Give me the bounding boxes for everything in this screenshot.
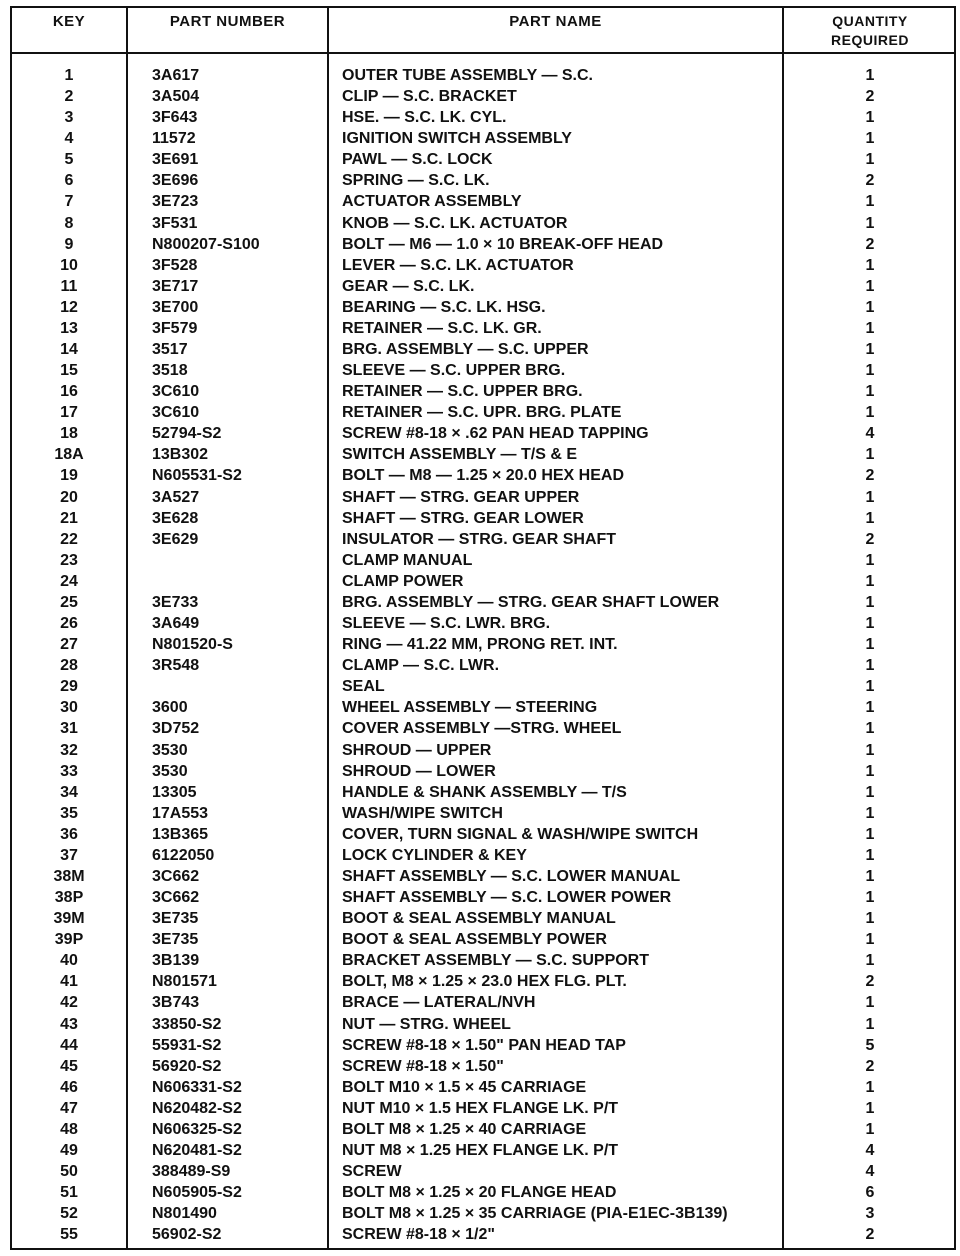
row-quantity: 1 xyxy=(865,151,875,169)
table-row xyxy=(12,1035,954,1056)
table-row xyxy=(12,107,954,128)
row-part-name: ACTUATOR ASSEMBLY xyxy=(342,193,522,211)
row-part-name: SLEEVE — S.C. UPPER BRG. xyxy=(342,362,566,380)
row-quantity: 1 xyxy=(865,846,875,864)
row-part-name: BOLT M8 × 1.25 × 40 CARRIAGE xyxy=(342,1120,587,1138)
row-key: 52 xyxy=(60,1205,78,1223)
table-row xyxy=(12,782,954,803)
header-part-name-label: PART NAME xyxy=(509,13,602,30)
row-quantity: 1 xyxy=(865,867,875,885)
row-key: 3 xyxy=(64,109,74,127)
row-quantity: 1 xyxy=(865,572,875,590)
row-part-name: BOLT M8 × 1.25 × 35 CARRIAGE (PIA-E1EC-3B139) xyxy=(342,1205,728,1223)
row-quantity: 2 xyxy=(865,172,875,190)
table-row xyxy=(12,234,954,255)
row-key: 32 xyxy=(60,741,78,759)
table-row xyxy=(12,1077,954,1098)
row-key: 27 xyxy=(60,636,78,654)
row-part-number: 3518 xyxy=(152,362,188,380)
row-key: 4 xyxy=(64,130,74,148)
row-quantity: 1 xyxy=(865,256,875,274)
row-quantity: 1 xyxy=(865,636,875,654)
row-part-name: NUT M10 × 1.5 HEX FLANGE LK. P/T xyxy=(342,1099,619,1117)
row-key: 28 xyxy=(60,657,78,675)
row-key: 18A xyxy=(54,446,84,464)
row-key: 47 xyxy=(60,1099,78,1117)
row-quantity: 1 xyxy=(865,720,875,738)
header-part-number xyxy=(128,8,327,54)
row-key: 9 xyxy=(64,235,74,253)
row-key: 30 xyxy=(60,699,78,717)
row-quantity: 2 xyxy=(865,1226,875,1244)
row-quantity: 1 xyxy=(865,825,875,843)
row-part-number: N801490 xyxy=(152,1205,217,1223)
row-part-name: IGNITION SWITCH ASSEMBLY xyxy=(342,130,572,148)
row-quantity: 2 xyxy=(865,235,875,253)
row-key: 26 xyxy=(60,615,78,633)
row-part-number: N620481-S2 xyxy=(152,1141,242,1159)
row-quantity: 1 xyxy=(865,319,875,337)
row-part-number: N605905-S2 xyxy=(152,1184,242,1202)
row-key: 15 xyxy=(60,362,78,380)
row-part-number: 55931-S2 xyxy=(152,1036,222,1054)
row-quantity: 4 xyxy=(865,1141,875,1159)
row-part-name: GEAR — S.C. LK. xyxy=(342,277,475,295)
row-quantity: 2 xyxy=(865,530,875,548)
table-row xyxy=(12,929,954,950)
table-row xyxy=(12,297,954,318)
row-part-number: 6122050 xyxy=(152,846,215,864)
row-key: 38P xyxy=(54,889,84,907)
row-key: 40 xyxy=(60,952,78,970)
row-part-name: BOLT M10 × 1.5 × 45 CARRIAGE xyxy=(342,1078,587,1096)
table-row xyxy=(12,571,954,592)
row-part-name: KNOB — S.C. LK. ACTUATOR xyxy=(342,214,568,232)
row-quantity: 1 xyxy=(865,593,875,611)
table-row xyxy=(12,170,954,191)
row-key: 36 xyxy=(60,825,78,843)
row-key: 42 xyxy=(60,994,78,1012)
row-part-name: HSE. — S.C. LK. CYL. xyxy=(342,109,507,127)
table-row xyxy=(12,276,954,297)
table-row xyxy=(12,381,954,402)
table-row xyxy=(12,1056,954,1077)
row-quantity: 1 xyxy=(865,341,875,359)
header-part-name xyxy=(329,8,782,54)
table-row xyxy=(12,697,954,718)
row-quantity: 1 xyxy=(865,994,875,1012)
row-part-number: 3E696 xyxy=(152,172,199,190)
row-quantity: 1 xyxy=(865,1015,875,1033)
row-quantity: 3 xyxy=(865,1205,875,1223)
row-quantity: 4 xyxy=(865,425,875,443)
row-part-name: NUT M8 × 1.25 HEX FLANGE LK. P/T xyxy=(342,1141,619,1159)
row-quantity: 2 xyxy=(865,467,875,485)
table-row xyxy=(12,1161,954,1182)
row-key: 48 xyxy=(60,1120,78,1138)
table-row xyxy=(12,592,954,613)
row-part-number: 13305 xyxy=(152,783,197,801)
row-part-number: 3C610 xyxy=(152,383,200,401)
row-part-name: COVER, TURN SIGNAL & WASH/WIPE SWITCH xyxy=(342,825,699,843)
row-quantity: 1 xyxy=(865,193,875,211)
row-part-number: 3A649 xyxy=(152,615,200,633)
row-part-name: SPRING — S.C. LK. xyxy=(342,172,490,190)
row-quantity: 1 xyxy=(865,509,875,527)
row-key: 24 xyxy=(60,572,78,590)
table-row xyxy=(12,360,954,381)
table-row xyxy=(12,550,954,571)
row-key: 44 xyxy=(60,1036,78,1054)
row-part-number: N605531-S2 xyxy=(152,467,242,485)
table-row xyxy=(12,992,954,1013)
row-part-name: BRACE — LATERAL/NVH xyxy=(342,994,536,1012)
row-quantity: 1 xyxy=(865,277,875,295)
table-row xyxy=(12,1119,954,1140)
row-part-number: 52794-S2 xyxy=(152,425,222,443)
row-key: 8 xyxy=(64,214,74,232)
table-row xyxy=(12,149,954,170)
row-key: 33 xyxy=(60,762,78,780)
row-part-name: BRACKET ASSEMBLY — S.C. SUPPORT xyxy=(342,952,650,970)
row-part-number: 3B743 xyxy=(152,994,200,1012)
row-part-number: 3E691 xyxy=(152,151,199,169)
row-key: 38M xyxy=(53,867,85,885)
row-part-number: 3C662 xyxy=(152,889,200,907)
row-part-name: COVER ASSEMBLY —STRG. WHEEL xyxy=(342,720,622,738)
row-part-name: BRG. ASSEMBLY — S.C. UPPER xyxy=(342,341,589,359)
row-part-name: SCREW #8-18 × .62 PAN HEAD TAPPING xyxy=(342,425,649,443)
row-part-name: BRG. ASSEMBLY — STRG. GEAR SHAFT LOWER xyxy=(342,593,720,611)
row-part-number: 388489-S9 xyxy=(152,1163,231,1181)
row-quantity: 1 xyxy=(865,1120,875,1138)
table-row xyxy=(12,908,954,929)
row-key: 13 xyxy=(60,319,78,337)
row-part-number: 3A527 xyxy=(152,488,200,506)
row-key: 6 xyxy=(64,172,74,190)
header-key xyxy=(12,8,126,54)
row-part-number: 3C662 xyxy=(152,867,200,885)
row-key: 39M xyxy=(53,910,85,928)
row-key: 1 xyxy=(64,67,74,84)
row-part-name: NUT — STRG. WHEEL xyxy=(342,1015,511,1033)
row-part-name: SHAFT ASSEMBLY — S.C. LOWER POWER xyxy=(342,889,672,907)
table-row xyxy=(12,423,954,444)
row-quantity: 1 xyxy=(865,657,875,675)
row-part-name: SCREW #8-18 × 1.50" PAN HEAD TAP xyxy=(342,1036,626,1054)
table-row xyxy=(12,613,954,634)
row-key: 49 xyxy=(60,1141,78,1159)
table-row xyxy=(12,444,954,465)
table-row xyxy=(12,191,954,212)
parts-table xyxy=(10,6,956,1250)
row-part-number: 56920-S2 xyxy=(152,1057,222,1075)
row-part-number: 56902-S2 xyxy=(152,1226,222,1244)
row-part-name: HANDLE & SHANK ASSEMBLY — T/S xyxy=(342,783,627,801)
row-part-number: 3R548 xyxy=(152,657,200,675)
header-quantity-line1: QUANTITY xyxy=(832,13,908,29)
row-part-number: 3C610 xyxy=(152,404,200,422)
row-key: 5 xyxy=(64,151,74,169)
row-quantity: 2 xyxy=(865,973,875,991)
row-part-name: BOLT, M8 × 1.25 × 23.0 HEX FLG. PLT. xyxy=(342,973,627,991)
table-row xyxy=(12,1182,954,1203)
row-part-name: SHAFT — STRG. GEAR UPPER xyxy=(342,488,580,506)
row-part-name: INSULATOR — STRG. GEAR SHAFT xyxy=(342,530,617,548)
table-row xyxy=(12,803,954,824)
row-part-name: SWITCH ASSEMBLY — T/S & E xyxy=(342,446,577,464)
row-quantity: 1 xyxy=(865,446,875,464)
table-body xyxy=(12,65,954,1245)
row-key: 39P xyxy=(54,931,84,949)
row-quantity: 1 xyxy=(865,383,875,401)
row-quantity: 4 xyxy=(865,1163,875,1181)
row-part-name: WHEEL ASSEMBLY — STEERING xyxy=(342,699,598,717)
row-part-number: 13B302 xyxy=(152,446,209,464)
row-part-name: BOLT M8 × 1.25 × 20 FLANGE HEAD xyxy=(342,1184,617,1202)
row-part-name: PAWL — S.C. LOCK xyxy=(342,151,493,169)
row-quantity: 1 xyxy=(865,488,875,506)
row-quantity: 1 xyxy=(865,741,875,759)
row-part-name: OUTER TUBE ASSEMBLY — S.C. xyxy=(342,67,593,84)
row-quantity: 1 xyxy=(865,551,875,569)
row-key: 50 xyxy=(60,1163,78,1181)
row-quantity: 1 xyxy=(865,109,875,127)
row-part-number: N800207-S100 xyxy=(152,235,260,253)
row-part-name: SHAFT — STRG. GEAR LOWER xyxy=(342,509,584,527)
row-key: 31 xyxy=(60,720,78,738)
table-row xyxy=(12,1224,954,1245)
table-row xyxy=(12,1014,954,1035)
row-quantity: 1 xyxy=(865,699,875,717)
row-part-number: N801520-S xyxy=(152,636,233,654)
row-key: 20 xyxy=(60,488,78,506)
table-row xyxy=(12,971,954,992)
row-part-name: BOLT — M6 — 1.0 × 10 BREAK-OFF HEAD xyxy=(342,235,664,253)
table-row xyxy=(12,487,954,508)
row-part-number: N801571 xyxy=(152,973,217,991)
row-quantity: 1 xyxy=(865,804,875,822)
row-quantity: 1 xyxy=(865,214,875,232)
table-row xyxy=(12,529,954,550)
row-part-name: SCREW #8-18 × 1/2" xyxy=(342,1226,495,1244)
row-key: 2 xyxy=(64,88,74,106)
row-key: 45 xyxy=(60,1057,78,1075)
row-part-number: 3E735 xyxy=(152,910,199,928)
table-row xyxy=(12,845,954,866)
row-key: 11 xyxy=(60,277,78,295)
row-key: 21 xyxy=(60,509,78,527)
row-part-number: 3F528 xyxy=(152,256,198,274)
table-row xyxy=(12,887,954,908)
table-row xyxy=(12,1140,954,1161)
row-key: 16 xyxy=(60,383,78,401)
row-quantity: 1 xyxy=(865,1078,875,1096)
header-key-label: KEY xyxy=(52,13,86,30)
row-part-name: BEARING — S.C. LK. HSG. xyxy=(342,298,546,316)
row-part-name: SHROUD — UPPER xyxy=(342,741,492,759)
row-key: 35 xyxy=(60,804,78,822)
table-row xyxy=(12,740,954,761)
row-quantity: 2 xyxy=(865,1057,875,1075)
row-quantity: 1 xyxy=(865,298,875,316)
row-part-number: N620482-S2 xyxy=(152,1099,242,1117)
row-part-name: SCREW xyxy=(342,1163,402,1181)
row-part-number: 3A504 xyxy=(152,88,200,106)
table-row xyxy=(12,128,954,149)
row-key: 51 xyxy=(60,1184,78,1202)
row-quantity: 5 xyxy=(865,1036,875,1054)
row-key: 23 xyxy=(60,551,78,569)
table-row xyxy=(12,676,954,697)
table-row xyxy=(12,318,954,339)
row-part-name: RETAINER — S.C. UPPER BRG. xyxy=(342,383,583,401)
row-quantity: 1 xyxy=(865,1099,875,1117)
row-quantity: 1 xyxy=(865,615,875,633)
row-part-number: 13B365 xyxy=(152,825,209,843)
row-part-name: BOOT & SEAL ASSEMBLY POWER xyxy=(342,931,607,949)
row-part-number: 3E629 xyxy=(152,530,199,548)
row-part-name: WASH/WIPE SWITCH xyxy=(342,804,503,822)
table-row xyxy=(12,1203,954,1224)
row-key: 7 xyxy=(64,193,74,211)
table-row xyxy=(12,1098,954,1119)
row-quantity: 1 xyxy=(865,678,875,696)
table-row xyxy=(12,65,954,86)
row-part-number: N606331-S2 xyxy=(152,1078,242,1096)
header-quantity-line2: REQUIRED xyxy=(831,32,909,48)
row-part-name: SHROUD — LOWER xyxy=(342,762,496,780)
row-part-number: 3E723 xyxy=(152,193,199,211)
row-part-number: 3E733 xyxy=(152,593,199,611)
table-row xyxy=(12,718,954,739)
row-part-name: LOCK CYLINDER & KEY xyxy=(342,846,527,864)
table-row xyxy=(12,213,954,234)
row-part-number: 3E700 xyxy=(152,298,199,316)
row-part-number: 3F579 xyxy=(152,319,198,337)
table-row xyxy=(12,86,954,107)
row-part-number: 3A617 xyxy=(152,67,200,84)
row-part-name: RETAINER — S.C. UPR. BRG. PLATE xyxy=(342,404,622,422)
row-part-number: 17A553 xyxy=(152,804,209,822)
row-quantity: 1 xyxy=(865,783,875,801)
table-row xyxy=(12,950,954,971)
row-part-number: 3530 xyxy=(152,741,188,759)
row-key: 25 xyxy=(60,593,78,611)
row-part-number: 3F643 xyxy=(152,109,198,127)
row-key: 55 xyxy=(60,1226,78,1244)
row-key: 10 xyxy=(60,256,78,274)
row-quantity: 6 xyxy=(865,1184,875,1202)
row-key: 14 xyxy=(60,341,78,359)
row-key: 17 xyxy=(60,404,78,422)
row-quantity: 1 xyxy=(865,952,875,970)
header-part-number-label: PART NUMBER xyxy=(169,13,286,30)
row-key: 12 xyxy=(60,298,78,316)
table-row xyxy=(12,255,954,276)
table-row xyxy=(12,508,954,529)
table-row xyxy=(12,866,954,887)
row-key: 46 xyxy=(60,1078,78,1096)
row-key: 43 xyxy=(60,1015,78,1033)
row-key: 18 xyxy=(60,425,78,443)
row-part-number: 3E717 xyxy=(152,277,199,295)
row-part-name: CLIP — S.C. BRACKET xyxy=(342,88,517,106)
table-row xyxy=(12,402,954,423)
table-row xyxy=(12,465,954,486)
table-row xyxy=(12,655,954,676)
row-part-name: RETAINER — S.C. LK. GR. xyxy=(342,319,542,337)
row-key: 29 xyxy=(60,678,78,696)
row-part-number: 3600 xyxy=(152,699,188,717)
row-part-name: CLAMP MANUAL xyxy=(342,551,473,569)
row-key: 19 xyxy=(60,467,78,485)
row-part-number: 3E735 xyxy=(152,931,199,949)
row-key: 22 xyxy=(60,530,78,548)
row-part-name: RING — 41.22 MM, PRONG RET. INT. xyxy=(342,636,618,654)
row-part-name: LEVER — S.C. LK. ACTUATOR xyxy=(342,256,574,274)
row-part-number: 3D752 xyxy=(152,720,200,738)
row-quantity: 1 xyxy=(865,910,875,928)
row-part-number: 3F531 xyxy=(152,214,198,232)
row-part-name: BOOT & SEAL ASSEMBLY MANUAL xyxy=(342,910,616,928)
row-part-name: CLAMP — S.C. LWR. xyxy=(342,657,500,675)
row-part-number: N606325-S2 xyxy=(152,1120,242,1138)
row-part-number: 3530 xyxy=(152,762,188,780)
row-part-number: 3517 xyxy=(152,341,188,359)
row-part-name: CLAMP POWER xyxy=(342,572,464,590)
header-quantity xyxy=(784,8,956,54)
row-key: 34 xyxy=(60,783,78,801)
row-quantity: 1 xyxy=(865,67,875,84)
row-part-number: 3E628 xyxy=(152,509,199,527)
row-part-number: 11572 xyxy=(152,130,196,148)
row-part-name: SHAFT ASSEMBLY — S.C. LOWER MANUAL xyxy=(342,867,681,885)
table-row xyxy=(12,824,954,845)
row-quantity: 2 xyxy=(865,88,875,106)
table-row xyxy=(12,634,954,655)
row-part-number: 3B139 xyxy=(152,952,200,970)
row-key: 41 xyxy=(60,973,78,991)
row-quantity: 1 xyxy=(865,889,875,907)
row-part-name: SLEEVE — S.C. LWR. BRG. xyxy=(342,615,551,633)
row-part-number: 33850-S2 xyxy=(152,1015,222,1033)
row-quantity: 1 xyxy=(865,931,875,949)
row-part-name: SEAL xyxy=(342,678,385,696)
row-key: 37 xyxy=(60,846,78,864)
row-quantity: 1 xyxy=(865,762,875,780)
row-part-name: BOLT — M8 — 1.25 × 20.0 HEX HEAD xyxy=(342,467,625,485)
table-row xyxy=(12,339,954,360)
row-quantity: 1 xyxy=(865,130,875,148)
table-row xyxy=(12,761,954,782)
row-quantity: 1 xyxy=(865,404,875,422)
row-part-name: SCREW #8-18 × 1.50" xyxy=(342,1057,504,1075)
row-quantity: 1 xyxy=(865,362,875,380)
